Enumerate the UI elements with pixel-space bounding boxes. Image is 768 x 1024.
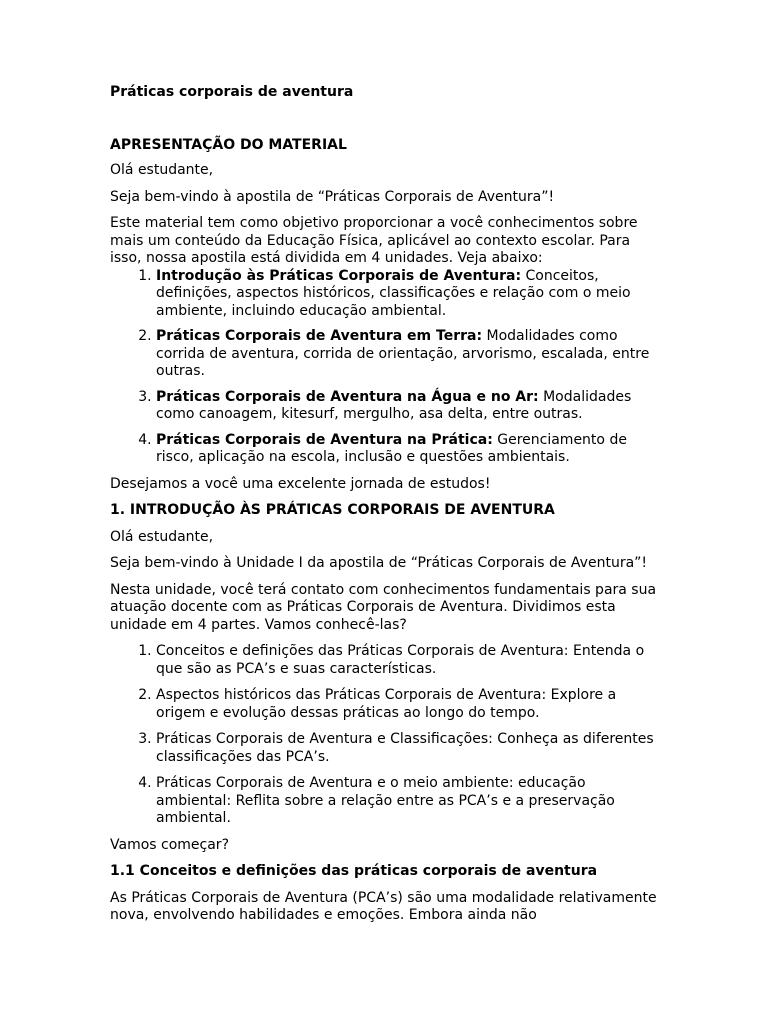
list-item [156,268,658,321]
unit-2-title: Práticas Corporais de Aventura em Terra: [156,328,483,344]
unit1-intro: Nesta unidade, você terá contato com conhecimentos fundamentais para sua atuação docente com as Práticas Corporais de Aventura. Dividimos esta unidade em 4 partes. Vamos conhecê-las? [110,581,657,633]
unit1-welcome: Seja bem-vindo à Unidade I da apostila de “Práticas Corporais de Aventura”! [110,555,648,571]
list-item: 2. Aspectos históricos das Práticas Corporais de Aventura: Explore a origem e evolução dessas práticas ao longo do tempo. [156,687,658,722]
unit-1-title: Introdução às Práticas Corporais de Aventura: [156,267,522,284]
unit1-greeting: Olá estudante, [110,528,214,545]
unit-4-title: Práticas Corporais de Aventura na Prática: [156,431,493,448]
list-item [156,432,658,467]
unit1-heading: 1. INTRODUÇÃO ÀS PRÁTICAS CORPORAIS DE AVENTURA [110,502,555,518]
unit1-start: Vamos começar? [110,836,229,853]
list-item: 3. Práticas Corporais de Aventura e Classificações: Conheça as diferentes classificações das PCA’s. [156,731,658,766]
presentation-closing: Desejamos a você uma excelente jornada de estudos! [110,475,491,492]
units-list [110,268,658,467]
presentation-intro: Este material tem como objetivo proporcionar a você conhecimentos sobre mais um conteúdo da Educação Física, aplicável ao contexto escolar. Para isso, nossa apostila está dividida em 4 unidades. Veja abaixo: [110,215,638,266]
list-item: 1. Conceitos e definições das Práticas Corporais de Aventura: Entenda o que são as PCA’s e suas características. [156,643,658,678]
presentation-heading: APRESENTAÇÃO DO MATERIAL [110,136,347,153]
section-1-1-text: As Práticas Corporais de Aventura (PCA’s) são uma modalidade relativamente nova, envolvendo habilidades e emoções. Embora ainda não [110,889,657,923]
unit-3-description: Modalidades como canoagem, kitesurf, mergulho, asa delta, entre outras. [156,388,632,422]
presentation-greeting: Olá estudante, [110,162,214,178]
unit1-parts-list [110,643,658,828]
list-item: 4. Práticas Corporais de Aventura e o meio ambiente: educação ambiental: Reflita sobre a relação entre as PCA’s e a preservação ambiental. [156,775,658,828]
presentation-welcome: Seja bem-vindo à apostila de “Práticas Corporais de Aventura”! [110,188,555,205]
document-title: Práticas corporais de aventura [110,84,354,100]
unit-1-description: Conceitos, definições, aspectos históricos, classificações e relação com o meio ambiente, incluindo educação ambiental. [156,267,631,319]
section-1-1-heading: 1.1 Conceitos e definições das práticas corporais de aventura [110,863,598,879]
list-item [156,328,658,381]
document-page [110,84,658,925]
unit-2-description: Modalidades como corrida de aventura, corrida de orientação, arvorismo, escalada, entre outras. [156,328,650,379]
unit-4-description: Gerenciamento de risco, aplicação na escola, inclusão e questões ambientais. [156,431,627,465]
unit-3-title: Práticas Corporais de Aventura na Água e no Ar: [156,388,539,405]
list-item [156,389,658,424]
